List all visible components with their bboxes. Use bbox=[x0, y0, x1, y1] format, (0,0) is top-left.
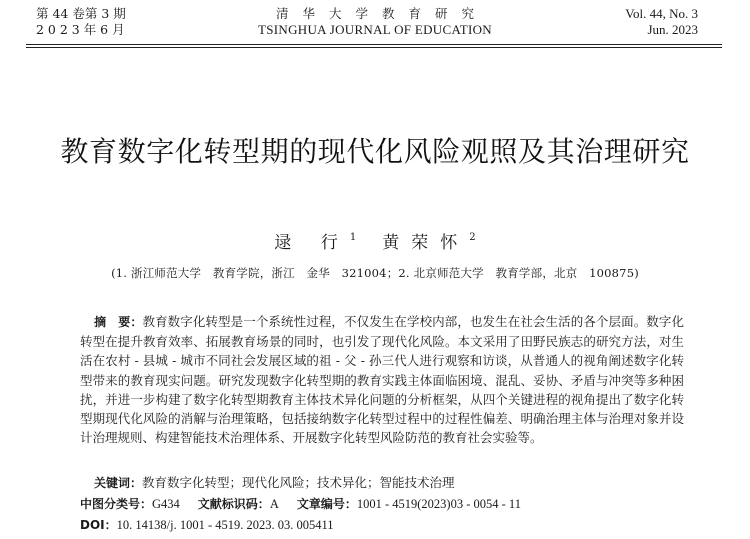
article-number-label: 文章编号： bbox=[296, 497, 357, 511]
doc-code-label: 文献标识码： bbox=[197, 497, 270, 511]
doc-code-value: A bbox=[269, 497, 279, 511]
doi-line bbox=[80, 515, 334, 535]
header-right bbox=[625, 6, 698, 38]
header-left bbox=[36, 6, 126, 38]
keywords-text: 教育数字化转型；现代化风险；技术异化；智能技术治理 bbox=[142, 475, 455, 490]
journal-name-en: TSINGHUA JOURNAL OF EDUCATION bbox=[258, 22, 492, 37]
header-center bbox=[235, 6, 515, 38]
journal-header bbox=[0, 0, 750, 46]
abstract-text: 教育数字化转型是一个系统性过程，不仅发生在学校内部，也发生在社会生活的各个层面。数字化转型在提升教育效率、拓展教育场景的同时，也引发了现代化风险。本文采用了田野民族志的研究方法，对生活在农村 - 县城 - 城市不同社会发展区域的祖 - 父 - 孙三代人进行观察和访谈，从普通人的视角阐述数字化转型带来的教育现实问题。研究发现数字化转型期的教育实践主体面临困境、混乱、妥协、矛盾与冲突等多种困扰，并进一步构建了数字化转型期教育主体技术异化问题的分析框架，从四个关键进程的视角提出了数字化转型期现代化风险的消解与治理策略，包括接纳数字化转型过程中的过程性偏差、明确治理主体与治理对象并设计治理规则、构建智能技术治理体系、开展数字化转型风险防范的教育社会实验等。 bbox=[80, 314, 684, 446]
clc-label: 中图分类号： bbox=[80, 497, 153, 511]
clc-value: G434 bbox=[152, 497, 180, 511]
abstract-label: 摘 要： bbox=[94, 315, 143, 329]
author-1[interactable] bbox=[274, 233, 356, 253]
doi-value[interactable]: 10. 14138/j. 1001 - 4519. 2023. 03. 005411 bbox=[116, 518, 334, 532]
keywords-label: 关键词： bbox=[94, 476, 143, 490]
keywords-line bbox=[94, 473, 455, 493]
author-2-affil-marker: 2 bbox=[469, 232, 476, 243]
doi-label: DOI： bbox=[80, 518, 117, 532]
author-2-name: 黄荣怀 bbox=[382, 232, 470, 253]
header-rule-bottom bbox=[26, 47, 722, 48]
article-number-value: 1001 - 4519(2023)03 - 0054 - 11 bbox=[356, 497, 521, 511]
date-cn: 2 0 2 3 年 6 月 bbox=[36, 22, 125, 37]
author-1-name: 逯 行 bbox=[274, 232, 350, 253]
author-1-affil-marker: 1 bbox=[349, 232, 357, 243]
volume-cn: 第 44 卷第 3 期 bbox=[36, 6, 126, 21]
journal-name-cn: 清华大学教育研究 bbox=[275, 6, 488, 21]
author-2[interactable] bbox=[382, 233, 475, 253]
abstract bbox=[80, 312, 684, 447]
author-list bbox=[0, 227, 750, 255]
volume-en: Vol. 44, No. 3 bbox=[625, 6, 698, 21]
header-rule-top bbox=[26, 44, 722, 45]
classification-line bbox=[80, 494, 521, 514]
affiliations: (1. 浙江师范大学 教育学院，浙江 金华 321004；2. 北京师范大学 教育学部，北京 100875) bbox=[111, 266, 639, 280]
date-en: Jun. 2023 bbox=[647, 22, 698, 37]
paper-title: 教育数字化转型期的现代化风险观照及其治理研究 bbox=[60, 135, 690, 168]
